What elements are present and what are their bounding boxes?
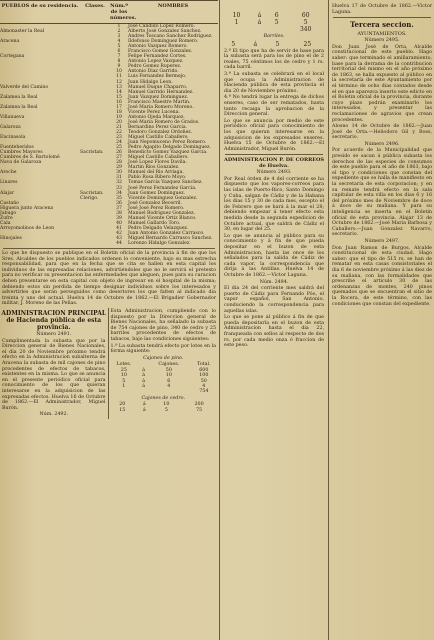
divider — [225, 154, 323, 155]
numero-cell: 31 — [116, 175, 122, 181]
column-three — [330, 0, 434, 308]
nombre-cell: José Maria Romero Moreno. — [128, 104, 194, 110]
table-cell: 1 — [234, 19, 239, 26]
ayuntamiento-number-1: Número 2495. — [364, 38, 400, 44]
nombre-cell: Teodoro Gonzalez Ordoñez. — [128, 129, 193, 135]
numero-cell: 29 — [116, 165, 122, 171]
table-cell: á — [257, 19, 262, 26]
cedro-continued-table — [222, 12, 326, 33]
clase-cell: Sacristan. — [80, 150, 104, 156]
nombre-cell: Pablo Rosa Ribero Moyo. — [128, 175, 187, 181]
pueblo-cell: Valverde del Camino — [0, 84, 49, 90]
numero-cell: 23 — [116, 135, 122, 141]
numero-cell: 40 — [116, 220, 122, 226]
table-cell: 1 — [122, 383, 126, 389]
pueblo-cell: Galaroza — [0, 124, 21, 130]
nombre-cell: Manuel Vicente Ortiz Blanco. — [128, 215, 197, 221]
pueblo-cell: Aracena — [0, 39, 20, 45]
table-cell: 20 — [119, 402, 126, 408]
column-rule — [328, 0, 329, 640]
numero-cell: 34 — [116, 190, 122, 196]
table-cell: 4 — [167, 383, 171, 389]
table-cell: 5 — [303, 19, 308, 26]
numero-cell: 5 — [117, 44, 121, 50]
table-cell — [139, 389, 148, 394]
table-cell: á — [257, 12, 262, 19]
pueblos-table-body — [0, 24, 218, 246]
admin-text-2: Esta Administracion, cumpliendo con lo dispuesto por la Direccion general de Bienes Nacionales, ha señalado la subasta de 754 cajones de pino, 340 de cedro y 25 barriles procedentes de efectos de tabacos, bajo las condiciones siguientes: — [110, 309, 216, 342]
ayuntamiento-number-2: Número 2496. — [364, 141, 400, 147]
numero-cell: 39 — [116, 215, 122, 221]
ayuntamiento-text-1: Don Juan José de Orta, Alcalde constitucional de este pueblo. Hago saber: que terminado el amillaramiento, base para la derrama de la contribucion territorial del mismo en el año próximo de 1863, se halla expuesto al público en la secretaría de este Ayuntamiento por el término de ocho dias contados desde el en que aparezca inserto este edicto en el Boletin oficial de la provincia, durante cuyo plazo podrán examinarlo los interesados, y presentar las reclamaciones de agravios que crean procedentes. — [332, 44, 432, 123]
condition-4: 4.ª No tendrá lugar la entrega de dichos enseres, caso de ser rematados, hasta tanto recaiga la aprobacion de la Direccion general. — [224, 95, 324, 118]
admin-condition-1: 1.ª La subasta tendrá efecto por lotes en la forma siguiente: — [110, 343, 216, 355]
header-pueblos: PUEBLOS de su residencia. — [1, 3, 79, 9]
table-cell: 600 — [199, 367, 209, 373]
table-cell: 10 — [165, 373, 172, 379]
table-cell: 5 — [164, 407, 168, 413]
numero-cell: 1 — [117, 24, 121, 29]
pueblo-cell: Jabugo — [0, 210, 17, 216]
header-lotes: Lotes. — [116, 362, 132, 368]
correos-title: ADMINISTRACION P. DE CORREOS de Huelva. — [223, 157, 325, 170]
numero-cell: 15 — [116, 94, 122, 100]
pueblo-cell: Linares — [0, 180, 18, 186]
nombre-cell: Luis Fernandez Bermejo. — [128, 74, 187, 80]
table-cell: á — [142, 407, 146, 413]
barriles-title: Barriles. — [263, 34, 285, 39]
numero-cell: 37 — [116, 205, 122, 211]
table-cell: 10 — [120, 373, 127, 379]
table-cell: 100 — [199, 373, 209, 379]
numero-cell: 24 — [116, 140, 122, 146]
numero-cell: 42 — [116, 230, 122, 236]
nombre-cell: José Perez Fernandez Garcia. — [128, 185, 197, 191]
nombre-cell: Manuel Garrido Hernandez. — [128, 89, 194, 95]
correos-number-2: Núm. 2494. — [259, 279, 289, 285]
numero-cell: 35 — [116, 195, 122, 201]
table-cell: á — [142, 402, 146, 408]
table-cell: 15 — [119, 407, 126, 413]
nombre-cell: Lorenzo Hidalgo Gonzalez. — [128, 241, 191, 247]
cajones-pino-table — [109, 362, 219, 394]
table-cell: 60 — [301, 12, 310, 19]
numero-cell: 33 — [116, 185, 122, 191]
ayuntamiento-number-3: Número 2497. — [364, 238, 400, 244]
nombre-cell: Manuel Duque Chaparro. — [128, 84, 188, 90]
column-rule — [219, 0, 220, 640]
correos-text-3: El dia 24 del corriente mes saldrá del puerto de Cádiz para Fernando Póo, el vapor español, San Antonio, conduciendo la correspondencia para aquellas islas. — [224, 286, 324, 314]
numero-cell: 32 — [116, 180, 122, 186]
table-row — [109, 408, 219, 413]
nombre-cell: Martin Rios Gonzalez. — [128, 165, 180, 171]
pueblo-cell: Arroyomolinos de Leon — [0, 225, 55, 231]
numero-cell: 17 — [116, 104, 122, 110]
nombre-cell: Manuel Rodriguez Gonzalez. — [128, 210, 195, 216]
pueblos-table-header — [0, 0, 218, 24]
numero-cell: 26 — [116, 150, 122, 156]
correos-text: Por Real órden de 4 del corriente se ha dispuesto que los vapores-correos para las islas de Puerto-Rico, Santo Domingo y Cuba, salgan de Cádiz y de la Habana los dias 15 y 30 de cada mes, escepto el de Febrero que se hará á la mar el 28; debiendo empezar á tener efecto esta medida desde la segunda expedicion de Octubre actual, que saldrá de Cádiz el 30, en lugar del 25. — [224, 176, 324, 233]
pueblo-cell: Villanueva — [0, 114, 25, 120]
nombre-cell: Antonio Vazquez Romero. — [128, 44, 188, 50]
nombre-cell: Miguel Bernardo Carrasco Sanchez. — [128, 235, 213, 241]
nombre-cell: Juan Antonio Gonzalez Carrasco. — [128, 230, 205, 236]
pueblo-cell: Zalamea la Real — [0, 94, 38, 100]
table-cell: 6 — [274, 12, 279, 19]
table-cell — [251, 26, 268, 33]
pueblo-cell: Higuera junto Aracena — [0, 205, 54, 211]
admin-text: Cumplimentada la subasta que por la Direccion general de Bienes Nacionales, el dia 20 de Noviembre próximo tendrá efecto en la Administracion subalterna de Aracena la subasta de mil cajones de pino procedentes de efectos de tabacos, existentes en la misma. Lo que se anuncia en el presente periódico oficial para conocimiento de los que quieran interesarse en la adquisicion de las expresadas efectos. Huelva 16 de Octubre de 1862.—El Administrador, Miguel Burón. — [2, 338, 106, 411]
divider — [333, 17, 431, 18]
pueblo-cell: Nava de Galaroza — [0, 160, 42, 166]
header-numeros: Núm.º de los números. — [110, 3, 137, 21]
nombre-cell: Bernardino Perez Garcia. — [128, 124, 188, 130]
table-row — [222, 19, 326, 26]
pueblo-cell: Almonaster la Real — [0, 29, 45, 35]
admin-title: ADMINISTRACION PRINCIPAL de Hacienda pública de esta provincia. — [1, 310, 107, 331]
nombre-cell: Manuel Gallardo Toro. — [128, 220, 181, 226]
table-cell: 6 — [167, 378, 171, 384]
numero-cell: 6 — [117, 49, 121, 55]
table-cell: 5 — [122, 378, 126, 384]
pueblo-cell: Aroche — [0, 170, 17, 176]
table-row — [222, 12, 326, 19]
table-row — [222, 26, 326, 33]
column-one — [0, 0, 218, 419]
table-cell: 10 — [163, 402, 170, 408]
nombre-cell: José José Perez Romero. — [128, 205, 185, 211]
table-cell: 5 — [275, 40, 280, 48]
numero-cell: 18 — [116, 109, 122, 115]
nombre-cell: Vicente Dominguez Gonzalez. — [128, 195, 198, 201]
nombre-cell: José Lopez Flores Davila. — [128, 160, 187, 166]
pueblo-cell: Cumbres Mayores — [0, 150, 43, 156]
numero-cell: 3 — [117, 34, 121, 40]
table-cell: 50 — [165, 367, 172, 373]
table-row — [0, 241, 218, 246]
condition-3: 3.ª La subasta se celebrará en el local que ocupa la Administracion de Hacienda pública de esta provincia el dia 20 de Noviembre próximo. — [224, 71, 324, 94]
header-nombres: NOMBRES — [157, 3, 189, 9]
condition-2: 2.ª El tipo que ha de servir de base para la subasta será para los de pino el de 2 reales, 75 céntimos los de cedro y 1 rs. cada barril. — [224, 48, 324, 71]
table-cell: 10 — [232, 12, 241, 19]
header-total: Total. — [197, 362, 211, 368]
column-two — [222, 0, 326, 350]
numero-cell: 7 — [117, 54, 121, 60]
header-cajones: Cajones. — [158, 362, 180, 368]
numero-cell: 8 — [117, 59, 121, 65]
announcement-text: Lo que se anuncia por medio de este periódico oficial para conocimiento de los que quieran interesarse en la adquisicion de los expresados enseres. Huelva 15 de Octubre de 1862.—El Administrador, Miguel Burón. — [224, 118, 324, 152]
numero-cell: 28 — [116, 160, 122, 166]
table-cell: 75 — [196, 407, 203, 413]
nombre-cell: Manuel del Rio Arriaga. — [128, 170, 184, 176]
numero-cell: 41 — [116, 225, 122, 231]
numero-cell: 12 — [116, 79, 122, 85]
numero-cell: 4 — [117, 39, 121, 45]
nombre-cell: Antonio Lopez Vazquez. — [128, 59, 184, 65]
table-cell: 50 — [200, 378, 207, 384]
numero-cell: 16 — [116, 99, 122, 105]
pueblo-cell: Encinasola — [0, 135, 26, 141]
ayuntamiento-text-4: Don Juan Ramon de Burgos, Alcalde constitucional de esta ciudad. Hago saber: que el tipo de 515 rs. se han de rematar en esta casas consistoriales el dia 6 de noviembre próximo á las diez de su mañana, con las formalidades que prescribe el artículo 30 de las ordenanzas de montes, 240 pinos quemados que se encuentran el sitio de la Rocera, de este término, con las condiciones que constan del expediente. — [332, 245, 432, 307]
nombre-cell: Juan Gomez Dominguez. — [128, 190, 186, 196]
pueblo-cell: Cala — [0, 220, 11, 226]
numero-cell: 25 — [116, 145, 122, 151]
table-row — [109, 402, 219, 407]
nombre-cell: José Gonzalez Becerril. — [128, 200, 182, 206]
table-cell — [109, 389, 140, 394]
clase-cell: Clerigo. — [80, 195, 99, 201]
admin-number-2: Núm. 2492. — [39, 412, 69, 418]
table-cell: 4 — [202, 383, 206, 389]
ayuntamiento-text-2: Alosno 14 de Octubre de 1862.—Juan José de Orta.—Heliodoro Gil y Ross, secretario. — [332, 124, 432, 141]
numero-cell: 13 — [116, 84, 122, 90]
numero-cell: 27 — [116, 155, 122, 161]
numero-cell: 14 — [116, 89, 122, 95]
nombre-cell: Antonio Ojeda Marquez. — [128, 114, 185, 120]
nombre-cell: Benedicto Gomez Vazquez Garcia. — [128, 150, 208, 156]
numero-cell: 19 — [116, 114, 122, 120]
table-cell: á — [142, 373, 146, 379]
nombre-cell: Antonio Diaz Garrido. — [128, 69, 179, 75]
nombre-cell: Pedro Delgado Velazquez. — [128, 225, 189, 231]
table-row — [222, 41, 326, 48]
nombre-cell: Juan Vazquez Dominguez. — [128, 94, 189, 100]
nombre-cell: Francisco Maestre Martin. — [128, 99, 191, 105]
nombre-cell: Vicente Perez Lucena. — [128, 109, 180, 115]
divider — [3, 248, 215, 249]
nombre-cell: Tomas Garcia Vazquez Sanchez. — [128, 180, 203, 186]
notice-paragraph: Lo que he dispuesto se publique en el Boletin oficial de la provincia á fin de que los Sres. Alcaldes de los pueblos indicados ordenen lo conveniente, bajo su mas estrecha responsabilidad, para que en la fecha que se cita se hallen en esta capital los individuos de las expresadas relaciones, advirtiéndoles que no le servirá el pretexto para no verificar su presentacion las enfermedades que aleguen, pues para su curacion deben presentarse en esta capital con objeto de ingresar en el hospital de la misma; debiendo estos sin perdida de tiempo designar individuos sobre los interesados y advertirles que serán perseguidos como desertores los que falten al indicado dia treinta y uno del actual. Huelva 14 de Octubre de 1862.—El Brigadier Gobernador militar, J. Moreno de las Peñas. — [2, 251, 216, 307]
huelva-signature: Huelva 17 de Octubre de 1862.—Victor Laguna. — [332, 4, 432, 15]
table-cell: 25 — [120, 367, 127, 373]
table-cell: á — [142, 383, 146, 389]
pueblo-cell: Alajar — [0, 190, 14, 196]
numero-cell: 10 — [116, 69, 122, 75]
pueblo-cell: Cortegana — [0, 54, 25, 60]
cajones-pino-title: Cajones de pino. — [143, 355, 184, 361]
pueblo-cell: Hinojales — [0, 235, 22, 241]
nombre-cell: Ildefonso Dominguez Romero. — [128, 39, 199, 45]
nombre-cell: Andres Toscano Sanchez Rodriguez. — [128, 34, 213, 40]
nombre-cell: José Maria Romero de Grados. — [128, 119, 200, 125]
numero-cell: 22 — [116, 129, 122, 135]
table-cell — [268, 26, 286, 33]
subsection-title: AYUNTAMIENTOS. — [357, 31, 407, 38]
admin-number: Número 2491. — [36, 332, 72, 337]
table-cell: 200 — [194, 402, 204, 408]
numero-cell: 20 — [116, 119, 122, 125]
numero-cell: 11 — [116, 74, 122, 80]
nombre-cell: Francisco Gomez Gonzalez. — [128, 49, 193, 55]
nombre-cell: Pedro Agapito Delgado Dominguez. — [128, 145, 211, 151]
nombre-cell: Miguel Castillo Caballero. — [128, 135, 189, 141]
pueblo-cell: Fuenteheridos — [0, 145, 34, 151]
correos-text-4: Lo que se pone al público á fin de que pueda depositarla en el buzon de esta Administracion hasta el dia 22, franqueada con sellos al respecto de dos rs. por cada medio onza ó fraccion de este peso. — [224, 315, 324, 349]
pueblo-cell — [0, 241, 80, 246]
nombre-cell: Pedro Gomez Ruperez. — [128, 64, 182, 70]
barriles-table — [222, 41, 326, 48]
nombre-cell: Alberto José Gonzalez Sanchez. — [128, 29, 202, 35]
table-row — [109, 389, 219, 394]
table-cell: á — [142, 367, 146, 373]
nombre-cell: Miguel Castillo Caballero. — [128, 155, 189, 161]
table-cell: 754 — [199, 389, 209, 395]
pueblo-cell: Zalamea la Real — [0, 104, 38, 110]
numero-cell: 44 — [116, 241, 122, 247]
correos-text-2: Lo que se anuncia al público para su conocimiento y á fin de que pueda depositar en el buzon de esta Administracion, hasta las once de los señalados para la salida de Cádiz de cada vapor, la correspondencia que dirija á las Antillas. Huelva 14 de Octubre de 1862.—Victor Laguna. — [224, 233, 324, 278]
numero-cell: 43 — [116, 235, 122, 241]
table-cell: á — [253, 40, 258, 48]
nombre-cell: Juan Hidalgo Leon. — [128, 79, 173, 85]
table-cell — [222, 26, 251, 33]
header-clases: Clases. — [85, 3, 105, 9]
numero-cell: 9 — [117, 64, 121, 70]
pueblo-cell: Cumbres de S. Bartolomé — [0, 155, 60, 161]
cajones-cedro-title: Cajones de cedro. — [141, 395, 185, 401]
numero-cell: 30 — [116, 170, 122, 176]
pueblo-cell: Castaño — [0, 200, 19, 206]
numero-cell: 21 — [116, 124, 122, 130]
clase-cell: Sacristan. — [80, 190, 104, 196]
ayuntamiento-text-3: Por acuerdo de la Municipalidad que presido se sacan á pública subasta los derechos de las especies de consumos de este pueblo para el año de 1863, bajo el tipo y condiciones que constan del expediente que se halla de manifiesto en la secretaría de esta corporacion; y en su remate tendrá efecto en la sala capitular de esta villa en los dias 6 y 16 del próximo mes de Noviembre de doce á doce de su mañana. Y para su inteligencia se inserta en el Boletin oficial de esta provincia. Alajar 13 de Octubre de 1862.—José Maria Barbosa y Caballero.—Juan Gonzalez Navarro, secretario. — [332, 148, 432, 238]
pueblo-cell: Zufre — [0, 215, 13, 221]
table-cell: á — [142, 378, 146, 384]
numero-cell: 2 — [117, 29, 121, 35]
nombre-cell: Juan Nepomuceno Perez Romero. — [128, 140, 207, 146]
table-cell: 25 — [303, 40, 312, 48]
numero-cell: 36 — [116, 200, 122, 206]
table-cell: 5 — [274, 19, 279, 26]
table-cell: 340 — [299, 26, 312, 33]
numero-cell: 38 — [116, 210, 122, 216]
table-cell — [148, 389, 190, 394]
section-title: Tercera seccion. — [350, 20, 414, 30]
table-cell: 5 — [231, 40, 236, 48]
cajones-cedro-table — [109, 402, 219, 413]
nombre-cell: José Candido Lopez Romero. — [128, 24, 195, 29]
nombre-cell: Felipe Fernandez Cortes. — [128, 54, 187, 60]
correos-number: Número 2493. — [256, 170, 292, 176]
clase-cell — [80, 241, 110, 246]
